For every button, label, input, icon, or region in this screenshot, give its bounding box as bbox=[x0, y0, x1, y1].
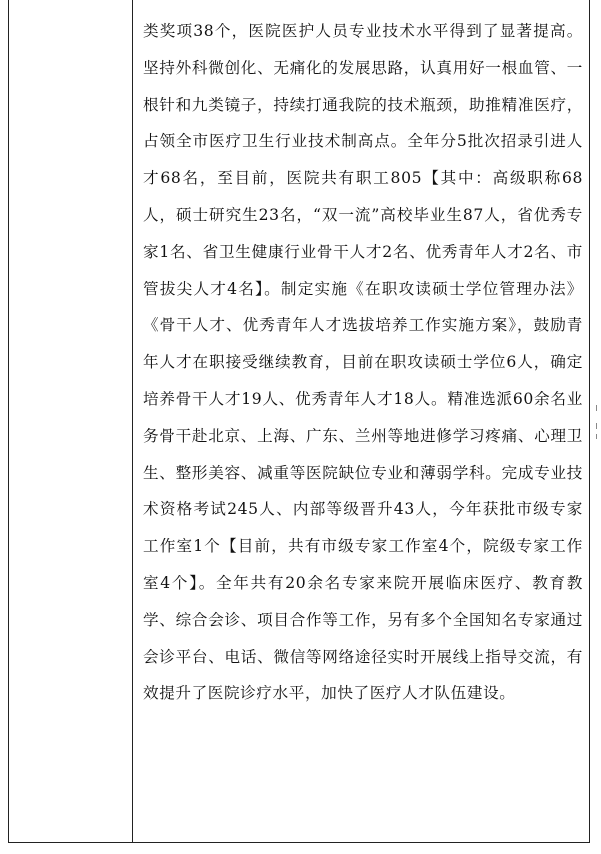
table-left-cell bbox=[9, 0, 133, 842]
body-paragraph[interactable]: 类奖项38个，医院医护人员专业技术水平得到了显著提高。坚持外科微创化、无痛化的发展思路，认真用好一根血管、一根针和九类镜子，持续打通我院的技术瓶颈，助推精准医疗，占领全市医疗卫生行业技术制高点。全年分5批次招录引进人才68名，至目前，医院共有职工805【其中：高级职称68人，硕士研究生23名，“双一流”高校毕业生87人，省优秀专家1名、省卫生健康行业骨干人才2名、优秀青年人才2名、市管拔尖人才4名】。制定实施《在职攻读硕士学位管理办法》《骨干人才、优秀青年人才选拔培养工作实施方案》，鼓励青年人才在职接受继续教育，目前在职攻读硕士学位6人，确定培养骨干人才19人、优秀青年人才18人。精准选派60余名业务骨干赴北京、上海、广东、兰州等地进修学习疼痛、心理卫生、整形美容、减重等医院缺位专业和薄弱学科。完成专业技术资格考试245人、内部等级晋升43人，今年获批市级专家工作室1个【目前，共有市级专家工作室4个，院级专家工作室4个】。全年共有20余名专家来院开展临床医疗、教育教学、综合会诊、项目合作等工作，另有多个全国知名专家通过会诊平台、电话、微信等网络途径实时开展线上指导交流，有效提升了医院诊疗水平，加快了医疗人才队伍建设。 bbox=[143, 22, 583, 703]
page-edge-mark bbox=[596, 405, 597, 411]
page-edge-mark bbox=[596, 434, 597, 439]
table-right-cell bbox=[133, 0, 589, 842]
page-edge-mark bbox=[596, 423, 597, 429]
document-table bbox=[8, 0, 590, 843]
